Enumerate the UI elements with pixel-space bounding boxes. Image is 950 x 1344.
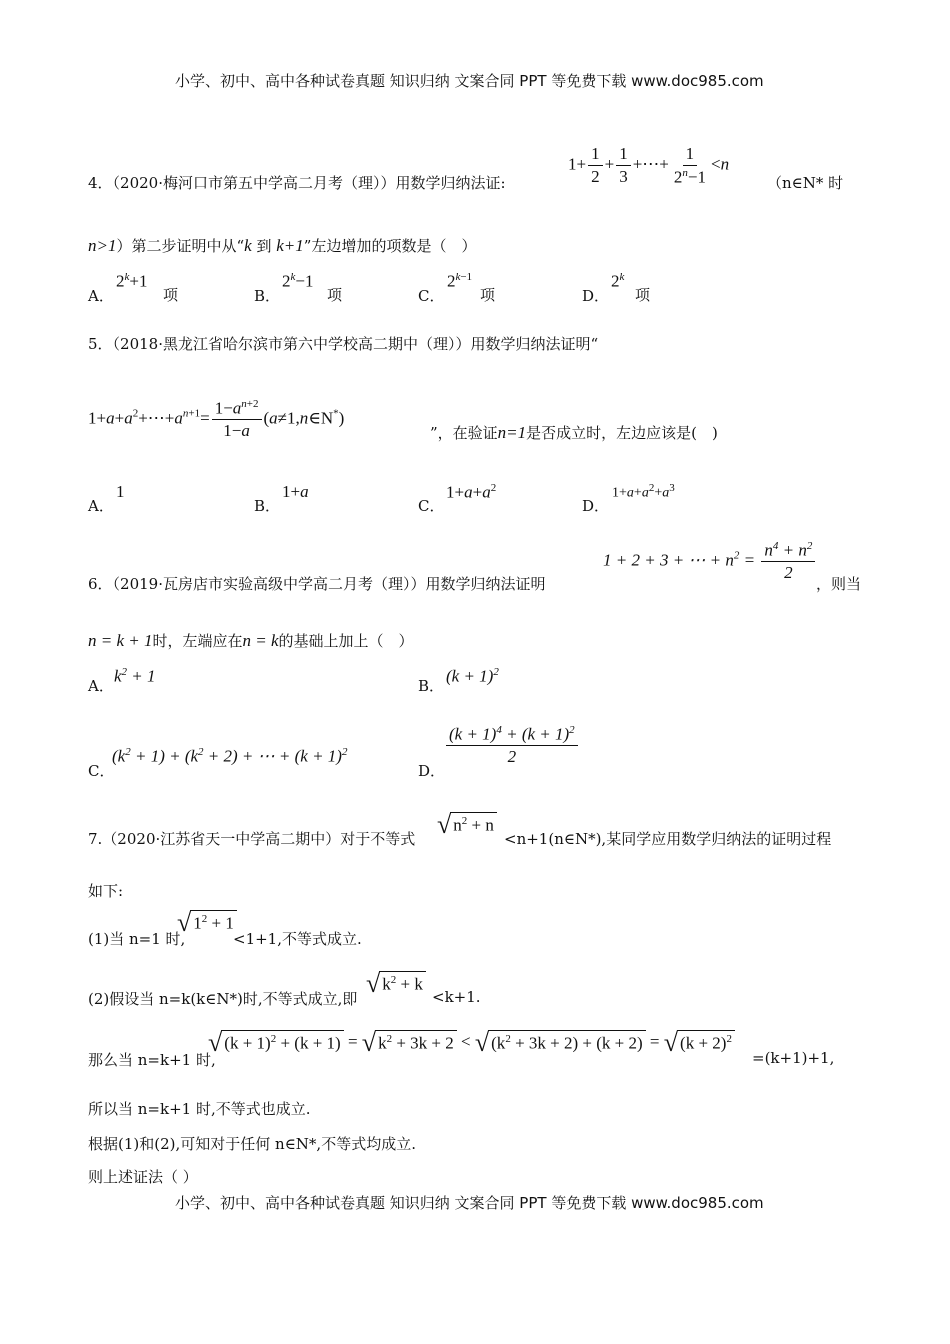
q7-step6: 则上述证法（ ）	[88, 1168, 198, 1186]
q6-option-c-math: $(k^2 + 1) + (k^2 + 2)$ + ⋯ + $(k + 1)^2$	[112, 746, 348, 766]
q7-ruxia: 如下:	[88, 882, 124, 900]
q5-option-a-math: 1	[116, 482, 125, 501]
q5-formula: $1+a+a^2+\cdots+a^{n+1}=$ $\frac{1-a^{n+2}}{1-a}$ (a≠1,n∈N*)	[88, 398, 345, 441]
q4-formula: 1+ $\frac{1}{2}$ + $\frac{1}{3}$ +⋯+ $\frac{1}{2^n-1}$ <n	[568, 144, 730, 187]
q6-formula: 1 + 2 + 3 + ⋯ + $n^2$ = $\frac{n^4 + n^2}{2}$	[603, 540, 817, 583]
q7-step2-b: <k+1.	[432, 988, 481, 1006]
q4-option-c: C．	[418, 287, 445, 305]
q6-option-d-math: $\frac{(k + 1)^4 + (k + 1)^2}{2}$	[444, 724, 580, 767]
q4-condition: （n∈N* 时	[767, 174, 844, 192]
q7-step2-sqrt: √ $k^2 + k$	[366, 971, 426, 997]
q7-step1-a: (1)当 n=1 时,	[88, 930, 186, 948]
q5-option-b: B．	[254, 497, 281, 515]
q5-option-c: C．	[418, 497, 445, 515]
q4-option-d: D．	[582, 287, 610, 305]
q4-stem: 4．（2020·梅河口市第五中学高二月考（理））用数学归纳法证:	[88, 174, 506, 192]
q7-step3-b: =(k+1)+1,	[752, 1049, 835, 1067]
q4-option-a-suffix: 项	[163, 286, 179, 304]
q5-option-d: D．	[582, 497, 610, 515]
q6-option-b: B．	[418, 677, 445, 695]
q6-stem: 6．（2019·瓦房店市实验高级中学高二月考（理））用数学归纳法证明	[88, 575, 546, 593]
q6-option-c: C．	[88, 762, 115, 780]
q4-option-a-math: $2^k+1$	[116, 271, 148, 291]
q5-option-d-math: $1+a+a^2+a^3$	[612, 482, 675, 501]
q7-step1-sqrt: √ $1^2 + 1$	[177, 910, 237, 936]
q4-n-gt-1: n>1	[88, 236, 117, 255]
q6-option-b-math: $(k + 1)^2$	[446, 666, 499, 686]
q5-option-b-math: 1+a	[282, 482, 309, 501]
q6-option-a-math: $k^2 + 1$	[114, 666, 156, 686]
q5-tail: ”，在验证n=1是否成立时，左边应该是( )	[430, 423, 718, 442]
q6-option-a: A．	[88, 677, 114, 695]
q4-option-d-math: 2$^k$	[611, 271, 625, 291]
q6-line2: n = k + 1时，左端应在n = k的基础上加上（ ）	[88, 631, 414, 650]
q7-stem-tail: <n+1(n∈N*),某同学应用数学归纳法的证明过程	[504, 830, 832, 848]
q4-option-b: B．	[254, 287, 281, 305]
q7-sqrt-n2-plus-n: √ $n^2 + n$	[437, 812, 497, 838]
q4-option-c-suffix: 项	[480, 286, 496, 304]
q4-line2-text-c: ”左边增加的项数是（ ）	[303, 237, 477, 255]
q6-option-d: D．	[418, 762, 446, 780]
q7-stem: 7.（2020·江苏省天一中学高二期中）对于不等式	[88, 830, 416, 848]
q4-k: k	[244, 236, 252, 255]
q4-option-c-math: $2^{k-1}$	[447, 271, 473, 291]
q4-k-plus-1: k+1	[276, 236, 304, 255]
q4-line2-text-b: 到	[251, 237, 277, 255]
q4-option-d-suffix: 项	[635, 286, 651, 304]
q7-step3-a: 那么当 n=k+1 时,	[88, 1051, 216, 1069]
q7-step5: 根据(1)和(2),可知对于任何 n∈N*,不等式均成立.	[88, 1135, 416, 1153]
q4-option-b-suffix: 项	[327, 286, 343, 304]
q5-stem: 5．（2018·黑龙江省哈尔滨市第六中学校高二期中（理））用数学归纳法证明“	[88, 335, 599, 353]
q6-tail: ，则当	[816, 575, 862, 593]
page-footer: 小学、初中、高中各种试卷真题 知识归纳 文案合同 PPT 等免费下载 www.doc985.com	[175, 1194, 764, 1212]
q7-step1-b: <1+1,不等式成立.	[233, 930, 362, 948]
q4-option-a: A．	[88, 287, 114, 305]
q5-option-c-math: $1+a+a^2$	[446, 482, 497, 502]
q5-option-a: A．	[88, 497, 114, 515]
q7-step4: 所以当 n=k+1 时,不等式也成立.	[88, 1100, 311, 1118]
q7-step2-a: (2)假设当 n=k(k∈N*)时,不等式成立,即	[88, 990, 358, 1008]
q4-line2-text-a: ）第二步证明中从“	[116, 237, 245, 255]
q7-step3-math: √ $(k + 1)^2 + (k + 1)$ = √ $k^2 + 3k + 2$ < √ $(k^2 + 3k + 2) + (k + 2)$ = √ $(k + 2)^2$	[208, 1030, 735, 1056]
q4-option-b-math: $2^k-1$	[282, 271, 314, 291]
page-header: 小学、初中、高中各种试卷真题 知识归纳 文案合同 PPT 等免费下载 www.doc985.com	[175, 72, 764, 90]
q4-line2	[88, 235, 476, 256]
